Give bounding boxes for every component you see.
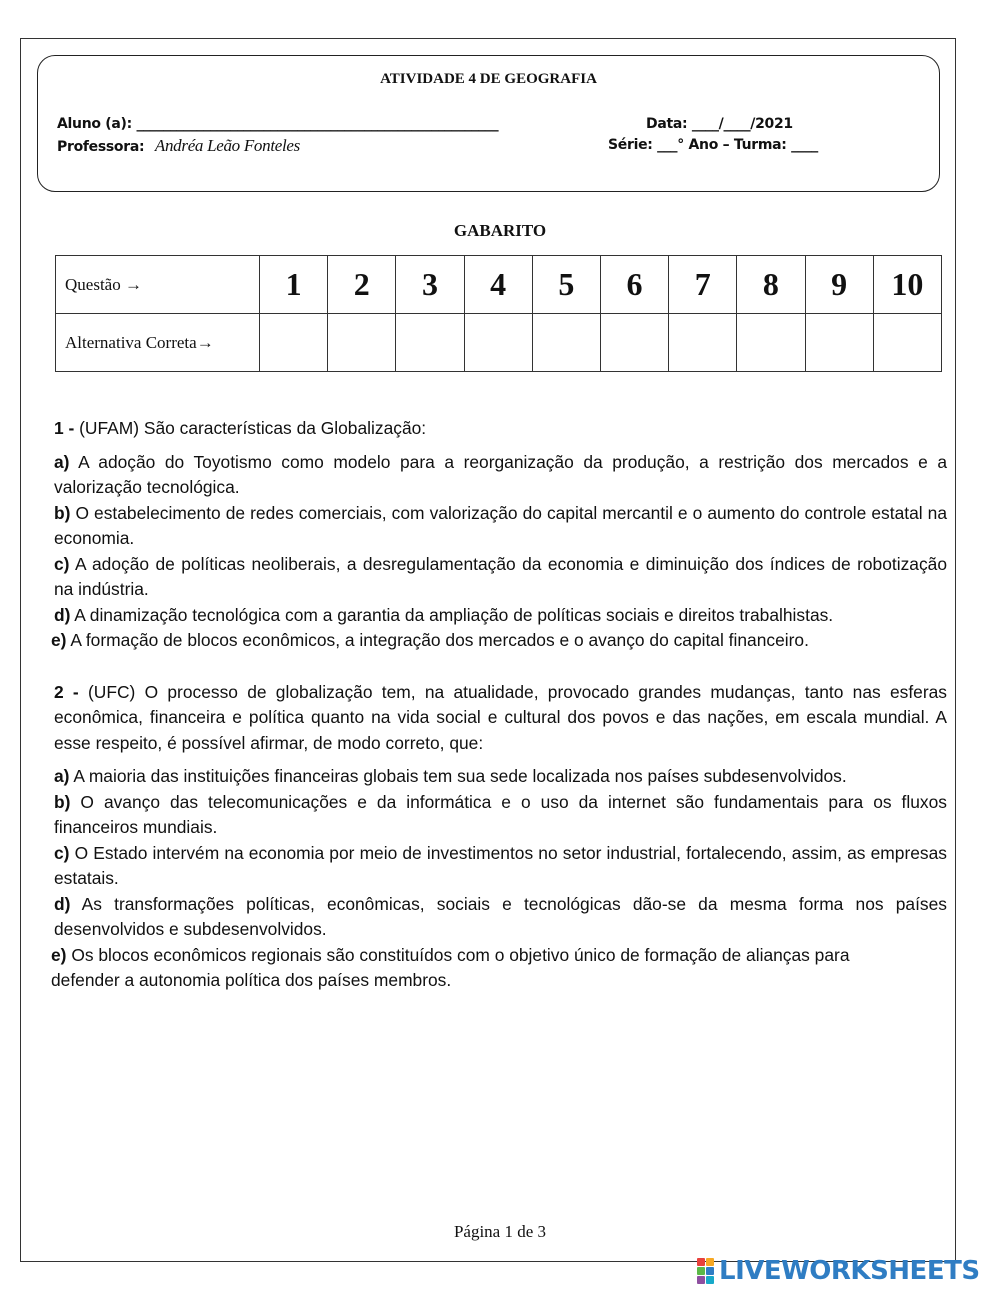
option-a — [54, 450, 947, 501]
question-number: 4 — [464, 256, 532, 314]
option-letter: b) — [54, 502, 71, 523]
answer-cell[interactable] — [260, 314, 328, 372]
answer-cell[interactable] — [737, 314, 805, 372]
answer-cell[interactable] — [532, 314, 600, 372]
header-box — [37, 55, 940, 192]
option-e — [51, 628, 871, 654]
student-name-field[interactable]: Aluno (a): ______________________________________________________ — [57, 116, 499, 132]
date-field[interactable]: Data: ____/____/2021 — [646, 116, 793, 132]
option-letter: a) — [54, 766, 70, 786]
activity-title: ATIVIDADE 4 DE GEOGRAFIA — [380, 71, 597, 87]
question-2 — [51, 680, 947, 994]
option-letter: c) — [54, 842, 70, 863]
option-text: O estabelecimento de redes comerciais, com valorização do capital mercantil e o aumento do controle estatal na economia. — [54, 502, 947, 548]
option-d — [54, 603, 947, 629]
option-text: Os blocos econômicos regionais são constituídos com o objetivo único de formação de alianças para defender a autonomia política dos países membros. — [51, 944, 850, 990]
answer-cell[interactable] — [464, 314, 532, 372]
answer-cell[interactable] — [328, 314, 396, 372]
question-stem — [54, 416, 947, 442]
option-letter: b) — [54, 791, 71, 812]
option-text: A dinamização tecnológica com a garantia da ampliação de políticas sociais e direitos trabalhistas. — [74, 604, 834, 625]
answer-cell[interactable] — [669, 314, 737, 372]
option-text: A formação de blocos econômicos, a integração dos mercados e o avanço do capital financeiro. — [70, 630, 809, 650]
question-text: (UFC) O processo de globalização tem, na atualidade, provocado grandes mudanças, tanto nas esferas econômica, financeira e política quanto na vida social e cultural dos povos e das nações, em escala mundial. A esse respeito, é possível afirmar, de modo correto, que: — [54, 681, 947, 753]
option-text: O avanço das telecomunicações e da informática e o uso da internet são fundamentais para os fluxos financeiros mundiais. — [54, 791, 947, 837]
question-number-row — [56, 256, 942, 314]
answer-key-table — [55, 255, 942, 372]
option-b — [54, 790, 947, 841]
grade-class-field[interactable]: Série: ___° Ano – Turma: ____ — [608, 137, 818, 153]
questions-content — [51, 416, 948, 1020]
option-letter: d) — [54, 604, 71, 625]
watermark-text: LIVEWORKSHEETS — [719, 1256, 980, 1286]
answer-cell[interactable] — [873, 314, 941, 372]
question-number: 1 — [260, 256, 328, 314]
question-number: 10 — [873, 256, 941, 314]
question-number: 3 — [396, 256, 464, 314]
question-number: 2 — [328, 256, 396, 314]
teacher-name: Andréa Leão Fonteles — [154, 136, 300, 155]
liveworksheets-logo-icon — [697, 1258, 714, 1284]
option-text: A maioria das instituições financeiras globais tem sua sede localizada nos países subdesenvolvidos. — [73, 766, 847, 786]
teacher-line — [57, 136, 300, 156]
question-number: 5 — [532, 256, 600, 314]
answer-cell[interactable] — [600, 314, 668, 372]
question-number: 7 — [669, 256, 737, 314]
option-text: A adoção de políticas neoliberais, a desregulamentação da economia e diminuição dos índices de robotização na indústria. — [54, 553, 947, 599]
question-number: 6 — [600, 256, 668, 314]
option-letter: c) — [54, 553, 70, 574]
option-letter: e) — [51, 944, 67, 965]
option-a — [54, 764, 947, 790]
question-stem — [54, 680, 947, 757]
question-row-label: Questão → — [56, 256, 260, 314]
option-text: A adoção do Toyotismo como modelo para a reorganização da produção, a restrição dos mercados e a valorização tecnológica. — [54, 451, 948, 497]
answer-row — [56, 314, 942, 372]
question-number: 8 — [737, 256, 805, 314]
liveworksheets-watermark[interactable] — [697, 1256, 980, 1286]
answer-cell[interactable] — [396, 314, 464, 372]
option-letter: e) — [51, 630, 67, 650]
question-number-label: 1 - — [54, 418, 75, 438]
question-text: (UFAM) São características da Globalização: — [79, 418, 427, 438]
option-c — [54, 841, 947, 892]
option-b — [54, 501, 947, 552]
teacher-label: Professora: — [57, 139, 145, 155]
question-number: 9 — [805, 256, 873, 314]
option-text: As transformações políticas, econômicas, sociais e tecnológicas dão-se da mesma forma nos países desenvolvidos e subdesenvolvidos. — [54, 893, 947, 939]
answer-row-label: Alternativa Correta→ — [56, 314, 260, 372]
option-c — [54, 552, 947, 603]
option-letter: a) — [54, 451, 70, 472]
question-1 — [51, 416, 948, 654]
question-number-label: 2 - — [54, 681, 79, 702]
option-text: O Estado intervém na economia por meio de investimentos no setor industrial, fortalecendo, assim, as empresas estatais. — [54, 842, 947, 888]
page-number: Página 1 de 3 — [453, 1222, 547, 1241]
option-d — [54, 892, 947, 943]
answer-key-title: GABARITO — [453, 221, 547, 240]
option-letter: d) — [54, 893, 71, 914]
answer-cell[interactable] — [805, 314, 873, 372]
option-e — [51, 943, 911, 994]
